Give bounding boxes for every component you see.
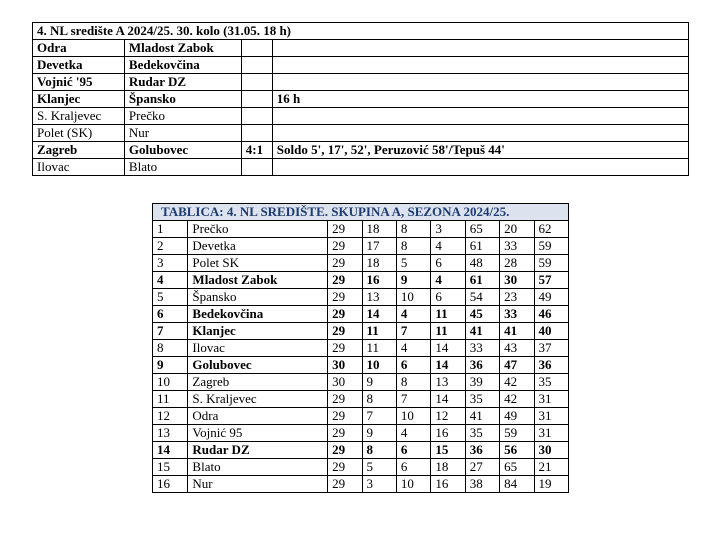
standing-goals-against: 56 — [500, 442, 534, 459]
standing-won: 11 — [362, 340, 396, 357]
standing-lost: 15 — [431, 442, 465, 459]
fixture-row — [33, 142, 689, 159]
fixture-away-team: Golubovec — [124, 142, 241, 159]
standing-goals-for: 27 — [465, 459, 499, 476]
standing-goals-against: 59 — [500, 425, 534, 442]
standing-won: 9 — [362, 374, 396, 391]
standing-played: 30 — [328, 374, 362, 391]
standing-lost: 14 — [431, 391, 465, 408]
standing-points: 59 — [534, 255, 568, 272]
standing-drawn: 8 — [396, 221, 430, 238]
standing-drawn: 7 — [396, 323, 430, 340]
standing-position: 15 — [153, 459, 188, 476]
fixture-row — [33, 74, 689, 91]
fixture-away-team: Bedekovčina — [124, 57, 241, 74]
standing-position: 4 — [153, 272, 188, 289]
standing-won: 13 — [362, 289, 396, 306]
standing-team: Vojnić 95 — [188, 425, 328, 442]
standing-won: 5 — [362, 459, 396, 476]
standing-goals-against: 33 — [500, 238, 534, 255]
standing-position: 9 — [153, 357, 188, 374]
standing-won: 3 — [362, 476, 396, 493]
standing-goals-for: 35 — [465, 425, 499, 442]
standing-lost: 11 — [431, 323, 465, 340]
fixture-score — [241, 40, 272, 57]
standing-drawn: 9 — [396, 272, 430, 289]
standing-position: 13 — [153, 425, 188, 442]
standing-goals-against: 84 — [500, 476, 534, 493]
fixture-home-team: Odra — [33, 40, 125, 57]
standing-played: 29 — [328, 255, 362, 272]
fixture-score — [241, 74, 272, 91]
standing-position: 6 — [153, 306, 188, 323]
standing-lost: 6 — [431, 289, 465, 306]
standing-played: 29 — [328, 340, 362, 357]
fixture-note — [272, 40, 688, 57]
standing-goals-for: 41 — [465, 323, 499, 340]
standing-team: Prečko — [188, 221, 328, 238]
standing-row — [153, 459, 569, 476]
standing-team: S. Kraljevec — [188, 391, 328, 408]
standing-played: 30 — [328, 357, 362, 374]
standing-goals-for: 38 — [465, 476, 499, 493]
standing-team: Nur — [188, 476, 328, 493]
standing-position: 16 — [153, 476, 188, 493]
fixture-row — [33, 108, 689, 125]
standing-team: Zagreb — [188, 374, 328, 391]
fixtures-table — [32, 22, 689, 176]
standing-played: 29 — [328, 289, 362, 306]
fixture-score — [241, 91, 272, 108]
standing-won: 18 — [362, 221, 396, 238]
standing-points: 37 — [534, 340, 568, 357]
standing-points: 62 — [534, 221, 568, 238]
standing-lost: 6 — [431, 255, 465, 272]
fixture-away-team: Rudar DZ — [124, 74, 241, 91]
standing-points: 31 — [534, 408, 568, 425]
standing-goals-for: 45 — [465, 306, 499, 323]
standing-drawn: 5 — [396, 255, 430, 272]
standing-goals-for: 36 — [465, 442, 499, 459]
standing-goals-for: 36 — [465, 357, 499, 374]
standing-row — [153, 272, 569, 289]
standing-points: 57 — [534, 272, 568, 289]
standing-points: 31 — [534, 391, 568, 408]
standing-drawn: 4 — [396, 340, 430, 357]
fixture-away-team: Nur — [124, 125, 241, 142]
fixture-home-team: S. Kraljevec — [33, 108, 125, 125]
standing-lost: 16 — [431, 476, 465, 493]
standing-drawn: 8 — [396, 374, 430, 391]
standing-won: 17 — [362, 238, 396, 255]
standing-team: Klanjec — [188, 323, 328, 340]
standing-goals-against: 65 — [500, 459, 534, 476]
standing-won: 8 — [362, 442, 396, 459]
standing-won: 14 — [362, 306, 396, 323]
standing-row — [153, 442, 569, 459]
standing-team: Odra — [188, 408, 328, 425]
standing-lost: 16 — [431, 425, 465, 442]
standing-goals-against: 41 — [500, 323, 534, 340]
standing-points: 49 — [534, 289, 568, 306]
fixture-note — [272, 159, 688, 176]
standing-position: 12 — [153, 408, 188, 425]
standing-drawn: 10 — [396, 408, 430, 425]
standing-played: 29 — [328, 221, 362, 238]
fixture-row — [33, 125, 689, 142]
standing-played: 29 — [328, 476, 362, 493]
standing-drawn: 8 — [396, 238, 430, 255]
standing-lost: 4 — [431, 238, 465, 255]
standing-points: 40 — [534, 323, 568, 340]
standing-points: 19 — [534, 476, 568, 493]
fixture-note — [272, 74, 688, 91]
standing-lost: 14 — [431, 357, 465, 374]
standing-team: Devetka — [188, 238, 328, 255]
standings-table — [152, 203, 569, 493]
standing-played: 29 — [328, 408, 362, 425]
standing-played: 29 — [328, 459, 362, 476]
standing-drawn: 10 — [396, 476, 430, 493]
fixture-note — [272, 57, 688, 74]
standing-goals-against: 42 — [500, 391, 534, 408]
standing-goals-against: 49 — [500, 408, 534, 425]
standing-position: 8 — [153, 340, 188, 357]
standing-lost: 13 — [431, 374, 465, 391]
fixture-score — [241, 57, 272, 74]
standing-lost: 4 — [431, 272, 465, 289]
standing-won: 9 — [362, 425, 396, 442]
standing-won: 7 — [362, 408, 396, 425]
standing-won: 8 — [362, 391, 396, 408]
standing-lost: 3 — [431, 221, 465, 238]
standing-position: 2 — [153, 238, 188, 255]
fixture-away-team: Špansko — [124, 91, 241, 108]
standing-goals-for: 48 — [465, 255, 499, 272]
standing-points: 31 — [534, 425, 568, 442]
standing-row — [153, 289, 569, 306]
standing-goals-against: 28 — [500, 255, 534, 272]
standing-goals-against: 23 — [500, 289, 534, 306]
standing-played: 29 — [328, 306, 362, 323]
standing-drawn: 4 — [396, 425, 430, 442]
fixture-home-team: Polet (SK) — [33, 125, 125, 142]
standing-points: 30 — [534, 442, 568, 459]
fixture-away-team: Mladost Zabok — [124, 40, 241, 57]
standing-won: 18 — [362, 255, 396, 272]
standing-row — [153, 476, 569, 493]
standing-lost: 11 — [431, 306, 465, 323]
fixture-row — [33, 57, 689, 74]
fixture-row — [33, 91, 689, 108]
fixture-home-team: Zagreb — [33, 142, 125, 159]
standing-goals-against: 42 — [500, 374, 534, 391]
fixture-note — [272, 125, 688, 142]
fixture-away-team: Blato — [124, 159, 241, 176]
standing-points: 59 — [534, 238, 568, 255]
standing-row — [153, 391, 569, 408]
standing-goals-for: 41 — [465, 408, 499, 425]
standing-team: Bedekovčina — [188, 306, 328, 323]
standing-row — [153, 238, 569, 255]
fixture-score — [241, 108, 272, 125]
standing-team: Ilovac — [188, 340, 328, 357]
standing-drawn: 6 — [396, 357, 430, 374]
fixture-row — [33, 40, 689, 57]
standing-team: Mladost Zabok — [188, 272, 328, 289]
standing-row — [153, 306, 569, 323]
standing-points: 21 — [534, 459, 568, 476]
standing-position: 1 — [153, 221, 188, 238]
standing-goals-against: 43 — [500, 340, 534, 357]
standing-goals-for: 65 — [465, 221, 499, 238]
standing-played: 29 — [328, 323, 362, 340]
standing-goals-against: 47 — [500, 357, 534, 374]
standing-row — [153, 255, 569, 272]
fixture-note: Soldo 5', 17', 52', Peruzović 58'/Tepuš 44' — [272, 142, 688, 159]
standing-lost: 12 — [431, 408, 465, 425]
standing-played: 29 — [328, 442, 362, 459]
standing-row — [153, 357, 569, 374]
fixture-away-team: Prečko — [124, 108, 241, 125]
standing-drawn: 6 — [396, 459, 430, 476]
standing-played: 29 — [328, 238, 362, 255]
standing-position: 3 — [153, 255, 188, 272]
standing-points: 35 — [534, 374, 568, 391]
standing-goals-for: 39 — [465, 374, 499, 391]
standing-row — [153, 323, 569, 340]
standing-goals-against: 20 — [500, 221, 534, 238]
standing-team: Špansko — [188, 289, 328, 306]
standing-row — [153, 340, 569, 357]
standing-played: 29 — [328, 391, 362, 408]
fixture-score: 4:1 — [241, 142, 272, 159]
standing-points: 46 — [534, 306, 568, 323]
standing-goals-against: 30 — [500, 272, 534, 289]
standing-team: Blato — [188, 459, 328, 476]
fixture-home-team: Vojnić '95 — [33, 74, 125, 91]
fixtures-title: 4. NL središte A 2024/25. 30. kolo (31.05. 18 h) — [33, 23, 689, 40]
standing-row — [153, 425, 569, 442]
fixture-home-team: Klanjec — [33, 91, 125, 108]
standing-goals-against: 33 — [500, 306, 534, 323]
standing-drawn: 6 — [396, 442, 430, 459]
standing-position: 11 — [153, 391, 188, 408]
standing-won: 16 — [362, 272, 396, 289]
standing-won: 11 — [362, 323, 396, 340]
standing-team: Rudar DZ — [188, 442, 328, 459]
standing-played: 29 — [328, 425, 362, 442]
standing-points: 36 — [534, 357, 568, 374]
standing-position: 14 — [153, 442, 188, 459]
fixture-note — [272, 108, 688, 125]
standing-goals-for: 61 — [465, 238, 499, 255]
standing-goals-for: 35 — [465, 391, 499, 408]
standing-position: 5 — [153, 289, 188, 306]
standing-drawn: 4 — [396, 306, 430, 323]
standing-row — [153, 408, 569, 425]
standing-team: Polet SK — [188, 255, 328, 272]
fixture-row — [33, 159, 689, 176]
standing-row — [153, 374, 569, 391]
standing-goals-for: 61 — [465, 272, 499, 289]
standing-played: 29 — [328, 272, 362, 289]
fixture-note: 16 h — [272, 91, 688, 108]
standing-lost: 18 — [431, 459, 465, 476]
standing-goals-for: 33 — [465, 340, 499, 357]
fixture-score — [241, 125, 272, 142]
standing-team: Golubovec — [188, 357, 328, 374]
fixture-home-team: Ilovac — [33, 159, 125, 176]
standing-row — [153, 221, 569, 238]
standings-caption: TABLICA: 4. NL SREDIŠTE. SKUPINA A, SEZONA 2024/25. — [153, 204, 569, 221]
standing-drawn: 7 — [396, 391, 430, 408]
standing-position: 7 — [153, 323, 188, 340]
fixture-home-team: Devetka — [33, 57, 125, 74]
fixture-score — [241, 159, 272, 176]
standing-position: 10 — [153, 374, 188, 391]
standing-lost: 14 — [431, 340, 465, 357]
standing-goals-for: 54 — [465, 289, 499, 306]
standing-drawn: 10 — [396, 289, 430, 306]
standing-won: 10 — [362, 357, 396, 374]
